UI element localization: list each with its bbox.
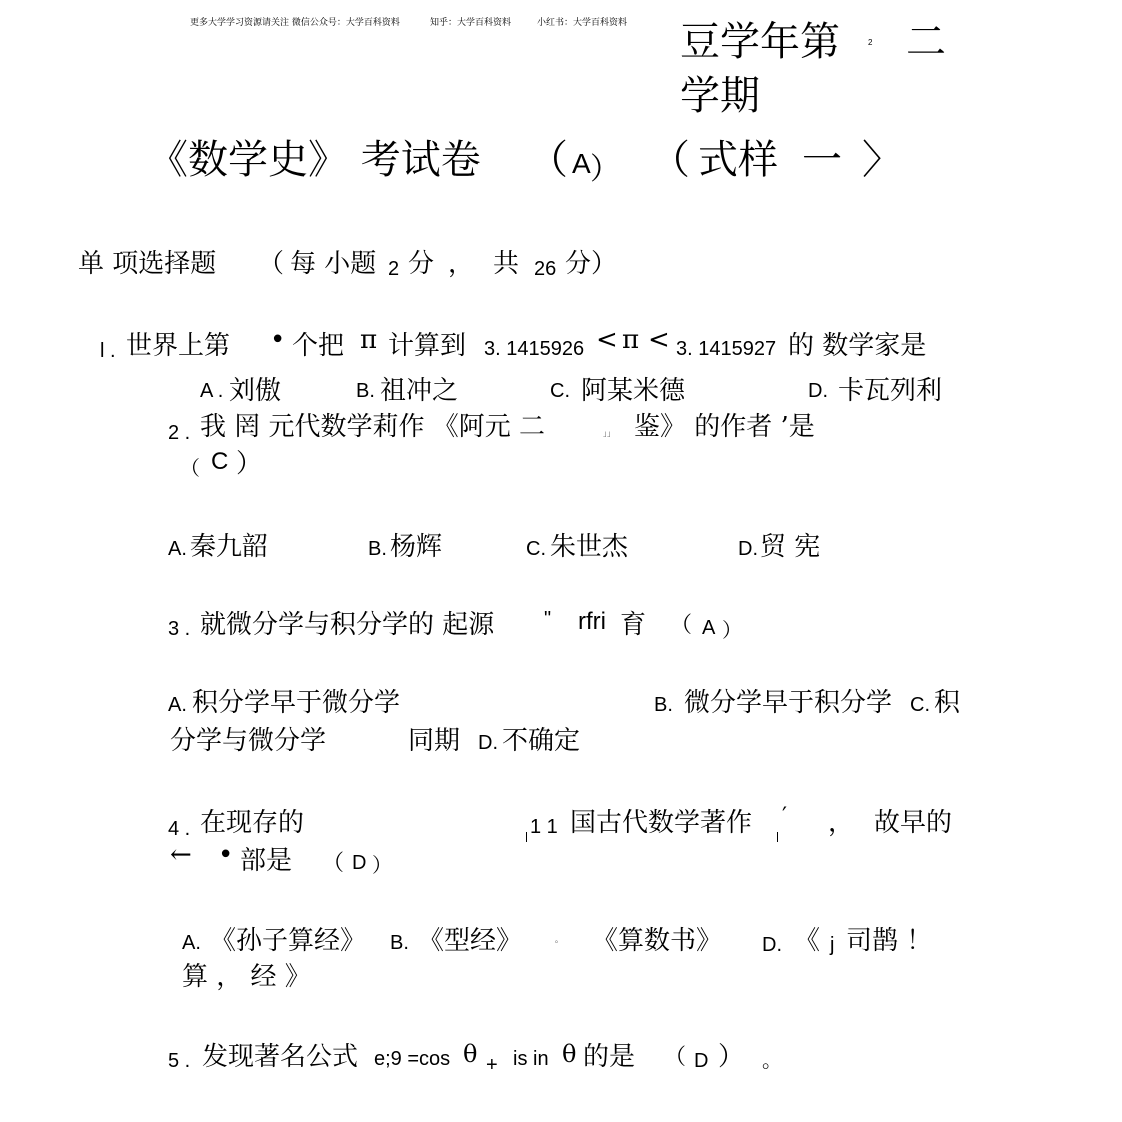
q3-option-c-start: 积: [934, 688, 961, 718]
title-paren-close-2: 〉: [862, 137, 902, 183]
q4-answer: D: [352, 852, 367, 874]
q1-text-4: 的 数学家是: [788, 331, 927, 361]
q5-theta-2: θ: [562, 1040, 577, 1068]
q2-number: 2 .: [168, 422, 191, 444]
title-style-num: 一: [802, 137, 842, 183]
q1-option-a-label: A .: [200, 380, 224, 402]
q2-option-c-label: C.: [526, 538, 546, 560]
title-style: 式样: [698, 137, 778, 183]
q4-garbled-text: 1 1: [530, 816, 558, 838]
header-note-xiaohongshu: 小红书：大学百科资料: [537, 18, 628, 28]
q5-theta-1: θ: [463, 1040, 478, 1068]
q2-option-d-label: D.: [738, 538, 758, 560]
q4-option-c: 《算数书》: [592, 926, 723, 956]
q4-paren-open: （: [322, 851, 345, 876]
q2-option-a: 秦九韶: [190, 532, 269, 562]
q4-comma: ，: [828, 808, 855, 838]
q2-answer: C: [211, 448, 229, 475]
q4-option-a-label: A.: [182, 932, 201, 954]
q3-option-d: 不确定: [502, 726, 581, 756]
section-points-each: 2: [388, 258, 400, 280]
q3-paren-close: ）: [722, 618, 742, 642]
q1-dot: •: [270, 325, 286, 355]
term-line-1-end: 二: [906, 19, 946, 65]
section-fen-close: 分）: [565, 249, 618, 279]
q4-mark: ′: [782, 804, 787, 829]
q1-upper-bound: 3. 1415927: [676, 338, 777, 360]
q1-pi-symbol-2: π: [622, 325, 640, 355]
q1-option-d-label: D.: [808, 380, 828, 402]
q1-number: l .: [100, 340, 116, 362]
q1-option-d: 卡瓦列利: [838, 376, 943, 406]
header-note-wechat: 更多大学学习资源请关注 微信公众号：大学百科资料: [190, 18, 400, 28]
q1-option-b-label: B.: [356, 380, 375, 402]
term-line-1: 豆学年第: [680, 19, 840, 65]
q1-option-b: 祖冲之: [380, 376, 459, 406]
q1-option-c: 阿某米德: [581, 376, 686, 406]
q2-text-1: 我 罔 元代数学莉作 《阿元 二: [200, 412, 546, 442]
section-each: 每 小题: [290, 249, 377, 279]
q2-paren-close: ）: [236, 449, 263, 479]
section-label: 单 项选择题: [78, 249, 217, 279]
q3-text-1: 就微分学与积分学的 起源: [200, 610, 495, 640]
title-paren-open-2: （: [650, 137, 690, 183]
q4-dot: •: [218, 840, 234, 870]
header-note-zhihu: 知乎：大学百科资料: [430, 18, 512, 28]
q3-option-a: 积分学早于微分学: [192, 688, 401, 718]
q3-option-c-label: C.: [910, 694, 930, 716]
q5-end-mark: 。: [762, 1048, 782, 1072]
q4-option-d-bracket: 《: [794, 926, 821, 956]
section-comma: ，: [448, 249, 475, 279]
q3-option-c-end: 同期: [408, 726, 461, 756]
term-line-2: 学期: [680, 73, 760, 119]
q2-option-a-label: A.: [168, 538, 187, 560]
q4-text-1: 在现存的: [200, 808, 305, 838]
q3-option-b-label: B.: [654, 694, 673, 716]
q4-text-2: 国古代数学著作: [570, 808, 753, 838]
section-fen: 分: [408, 249, 435, 279]
q5-answer: D: [694, 1050, 709, 1072]
q3-answer: A: [702, 617, 716, 639]
q4-option-d-text: 司鹊 ！: [846, 926, 933, 956]
q5-formula-2: is in: [513, 1048, 549, 1070]
q5-paren-close: ）: [718, 1042, 745, 1072]
section-paren-open: （: [258, 249, 285, 279]
title-paren-open: （: [528, 137, 568, 183]
q1-pi-symbol: π: [360, 325, 378, 355]
q5-formula-1: e;9 =cos: [374, 1048, 451, 1070]
q4-option-a: 《孙子算经》: [210, 926, 367, 956]
q3-option-b: 微分学早于积分学: [684, 688, 893, 718]
q5-plus: +: [486, 1054, 498, 1076]
q5-number: 5 .: [168, 1050, 191, 1072]
q3-paren-open: （: [670, 613, 693, 638]
q4-tick-mark-2: [777, 832, 778, 842]
term-mark: 2: [868, 38, 873, 47]
q4-tick-mark: [526, 832, 527, 842]
q4-text-4: 部是: [240, 846, 293, 876]
q2-paren-open: （: [180, 456, 200, 480]
q3-text-2: 育: [620, 610, 647, 640]
title-paren-close: ）: [590, 152, 620, 187]
q4-option-b-label: B.: [390, 932, 409, 954]
q1-less-than-1: <: [596, 325, 618, 355]
q5-text-1: 发现著名公式: [202, 1042, 359, 1072]
title-main: 《数学史》 考试卷: [148, 137, 481, 183]
q1-text-3: 计算到: [388, 331, 467, 361]
q1-text-2: 个把: [292, 331, 345, 361]
q2-option-c: 朱世杰: [550, 532, 629, 562]
q3-option-c-cont: 分学与微分学: [170, 726, 327, 756]
q4-text-3: 故早的: [874, 808, 953, 838]
q1-text-1: 世界上第: [126, 331, 231, 361]
q4-option-d-cont: 算 ， 经 》: [182, 962, 311, 992]
q4-arrow: ←: [170, 840, 192, 870]
q3-option-a-label: A.: [168, 694, 187, 716]
q3-garbled-text: rfri: [578, 608, 606, 635]
q3-quote: ": [544, 608, 552, 630]
q1-option-c-label: C.: [550, 380, 570, 402]
q4-number: 4 .: [168, 818, 191, 840]
section-total: 26: [534, 258, 557, 280]
q3-option-d-label: D.: [478, 732, 498, 754]
q2-text-2: 鉴》 的作者 ’是: [634, 412, 815, 442]
q5-paren-open: （: [664, 1045, 687, 1070]
q1-option-a: 刘傲: [229, 376, 282, 406]
q4-option-d-label: D.: [762, 934, 782, 956]
q4-option-c-label-mark: 。: [555, 935, 563, 944]
q1-less-than-2: <: [648, 325, 670, 355]
q3-number: 3 .: [168, 618, 191, 640]
q2-option-b-label: B.: [368, 538, 387, 560]
q2-option-b: 杨辉: [390, 532, 443, 562]
title-paper: A: [572, 148, 591, 179]
q4-paren-close: ）: [372, 853, 392, 877]
q2-mark: 」」: [603, 429, 615, 438]
q2-option-d: 贸 宪: [760, 532, 821, 562]
q1-lower-bound: 3. 1415926: [484, 338, 585, 360]
section-total-label: 共: [493, 249, 520, 279]
q4-option-d-mark: j: [830, 934, 835, 956]
q5-text-2: 的是: [583, 1042, 636, 1072]
q4-option-b: 《型经》: [418, 926, 523, 956]
